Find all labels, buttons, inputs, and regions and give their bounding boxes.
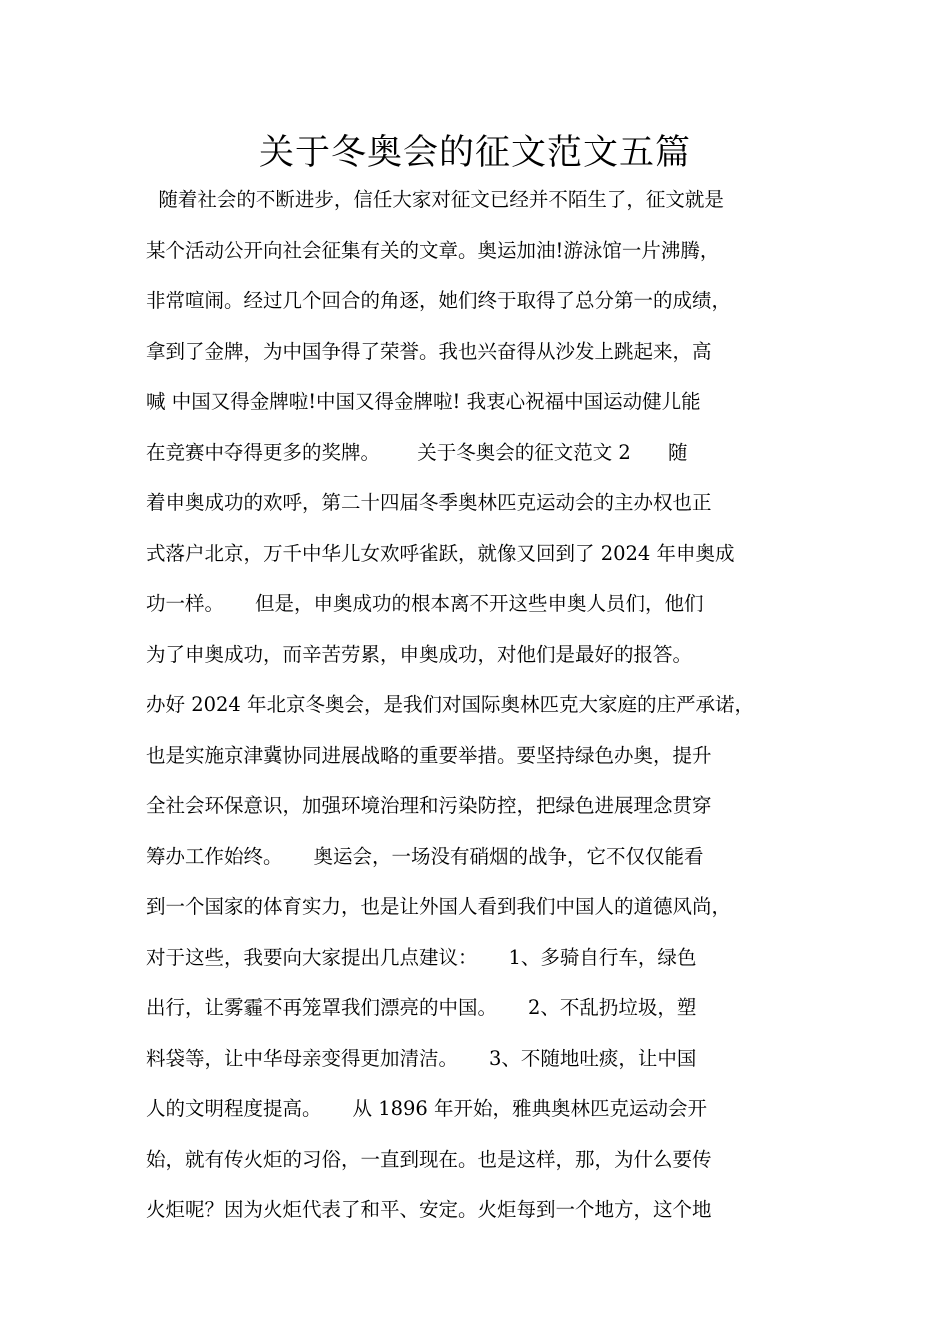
body-line: 拿到了金牌，为中国争得了荣誉。我也兴奋得从沙发上跳起来，高 xyxy=(146,339,712,363)
body-line: 到一个国家的体育实力，也是让外国人看到我们中国人的道德风尚， xyxy=(146,895,732,918)
body-line: 出行，让雾霾不再笼罩我们漂亮的中国。 2、不乱扔垃圾，塑 xyxy=(146,996,697,1019)
body-line: 办好 2024 年北京冬奥会，是我们对国际奥林匹克大家庭的庄严承诺， xyxy=(146,693,755,716)
body-line: 随着社会的不断进步，信任大家对征文已经并不陌生了，征文就是 xyxy=(146,188,724,211)
body-line: 火炬呢？因为火炬代表了和平、安定。火炬每到一个地方，这个地 xyxy=(146,1198,712,1221)
body-line: 筹办工作始终。 奥运会，一场没有硝烟的战争，它不仅仅能看 xyxy=(146,844,704,868)
document-body xyxy=(146,182,816,1243)
body-line: 对于这些，我要向大家提出几点建议： 1、多骑自行车，绿色 xyxy=(146,945,697,969)
body-line: 某个活动公开向社会征集有关的文章。奥运加油!游泳馆一片沸腾， xyxy=(146,238,720,262)
body-line: 为了申奥成功，而辛苦劳累，申奥成功，对他们是最好的报答。 xyxy=(146,642,693,666)
body-line: 全社会环保意识，加强环境治理和污染防控，把绿色进展理念贯穿 xyxy=(146,794,712,817)
body-line: 人的文明程度提高。 从 1896 年开始，雅典奥林匹克运动会开 xyxy=(146,1097,708,1120)
body-line: 料袋等，让中华母亲变得更加清洁。 3、不随地吐痰，让中国 xyxy=(146,1046,697,1070)
body-line: 在竞赛中夺得更多的奖牌。 关于冬奥会的征文范文 2 随 xyxy=(146,440,688,464)
body-line: 非常喧闹。经过几个回合的角逐，她们终于取得了总分第一的成绩， xyxy=(146,289,732,312)
body-line: 式落户北京，万千中华儿女欢呼雀跃，就像又回到了 2024 年申奥成 xyxy=(146,541,735,565)
document-title: 关于冬奥会的征文范文五篇 xyxy=(258,133,691,173)
body-line: 功一样。 但是，申奥成功的根本离不开这些申奥人员们，他们 xyxy=(146,592,704,615)
body-line: 也是实施京津冀协同进展战略的重要举措。要坚持绿色办奥，提升 xyxy=(146,743,712,767)
body-line: 着申奥成功的欢呼，第二十四届冬季奥林匹克运动会的主办权也正 xyxy=(146,491,712,514)
body-line: 喊 中国又得金牌啦!中国又得金牌啦! 我衷心祝福中国运动健儿能 xyxy=(146,390,701,413)
body-line: 始，就有传火炬的习俗，一直到现在。也是这样，那，为什么要传 xyxy=(146,1147,712,1171)
